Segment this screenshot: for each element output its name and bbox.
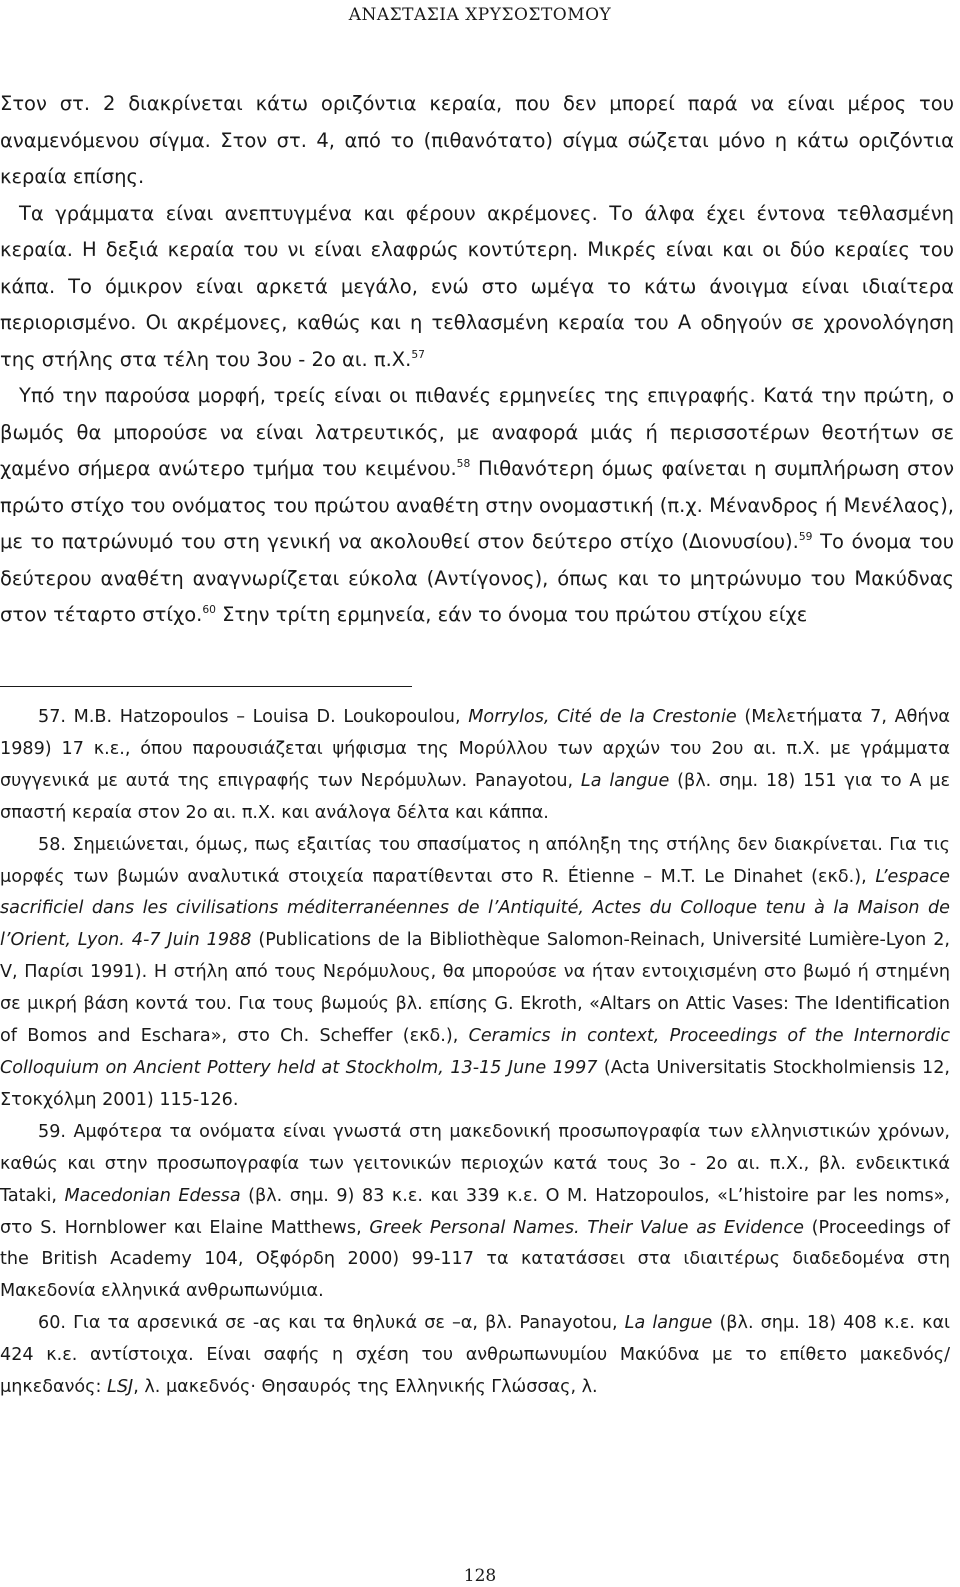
paragraph (0, 378, 954, 634)
paragraph-text: Τα γράμματα είναι ανεπτυγμένα και φέρουν ακρέμονες. Το άλφα έχει έντονα τεθλασμένη κεραία. Η δεξιά κεραία του νι είναι ελαφρώς κοντύτερη. Μικρές είναι και οι δύο κεραίες του κάπα. Το όμικρον είναι αρκετά μεγάλο, ενώ στο ωμέγα το κάτω άνοιγμα είναι ιδιαίτερα περιορισμένο. Οι ακρέμονες, καθώς και η τεθλασμένη κεραία του Α οδηγούν σε χρονολόγηση της στήλης στα τέλη του 3ου - 2ο αι. π.Χ. (0, 201, 954, 371)
paragraph (0, 196, 954, 379)
footnote-text: 59. Αμφότερα τα ονόματα είναι γνωστά στη μακεδονική προσωπογραφία των ελληνιστικών χρόνων, καθώς και στην προσωπογραφία των γειτονικών περιοχών κατά τους 3ο - 2ο αι. π.Χ., βλ. ενδεικτικά Tataki, (0, 1121, 950, 1206)
footnote-title: Morrylos, Cité de la Crestonie (468, 707, 737, 727)
footnote-title: Greek Personal Names. Their Value as Evidence (369, 1217, 804, 1238)
footnote-text: (Publications de la Bibliothèque Salomon-Reinach, Université Lumière-Lyon 2, V, Παρίσι 1991). Η στήλη από τους Νερόμυλους, θα μπορούσε να ήταν εντοιχισμένη στο βωμό ή στημένη σε μικρή βάση κοντά του. Για τους βωμούς βλ. επίσης G. Ekroth, «Altars on Attic Vases: The Identification of Bomos and Eschara», στο Ch. Scheffer (εκδ.), (0, 930, 950, 1047)
paragraph-text: Πιθανότερη όμως φαίνεται η συμπλήρωση στον πρώτο στίχο του ονόματος του πρώτου αναθέτη στην ονομαστική (π.χ. Μένανδρος ή Μενέλαος), με το πατρώνυμό του στη γενική να ακολουθεί στον δεύτερο στίχο (Διονυσίου). (0, 457, 954, 553)
footnote-60 (0, 1308, 950, 1404)
footnotes (0, 702, 950, 1404)
footnote-title: La langue (580, 770, 670, 791)
footnote-text: (Μελετήματα 7, Αθήνα 1989) 17 κ.ε., όπου παρουσιάζεται ψήφισμα της Μορύλλου των αρχών του 2ου αι. π.Χ. με γράμματα συγγενικά με αυτά της επιγραφής των Νερόμυλων. Panayotou, (0, 707, 951, 791)
footnote-text: (βλ. σημ. 9) 83 κ.ε. και 339 κ.ε. Ο M. Hatzopoulos, «L’histoire par les noms», στο S. Hornblower και Elaine Matthews, (0, 1185, 950, 1238)
main-text (0, 86, 954, 634)
footnote-text: , λ. μακεδνός· Θησαυρός της Ελληνικής Γλώσσας, λ. (133, 1377, 598, 1398)
footnote-text: (βλ. σημ. 18) 408 κ.ε. και 424 κ.ε. αντίστοιχα. Είναι σαφής η σχέση του ανθρωπωνυμίου Μακύδνα με το επίθετο μακεδνός/ μηκεδανός: (0, 1313, 950, 1398)
paragraph-text: Το όνομα του δεύτερου αναθέτη αναγνωρίζεται εύκολα (Αντίγονος), όπως και το μητρώνυμο του Μακύδνας στον τέταρτο στίχο. (0, 530, 955, 626)
footnote-ref-59[interactable]: 59 (798, 529, 813, 543)
page-number: 128 (463, 1566, 497, 1586)
footnote-text: 60. Για τα αρσενικά σε -ας και τα θηλυκά σε –α, βλ. Panayotou, (38, 1313, 625, 1334)
footnote-title: LSJ (107, 1377, 134, 1398)
footnote-text: (βλ. σημ. 18) 151 για το Α με σπαστή κεραία στον 2ο αι. π.Χ. και ανάλογα δέλτα και κάππα. (0, 770, 950, 823)
footnote-separator (0, 686, 412, 687)
paragraph-text: Υπό την παρούσα μορφή, τρείς είναι οι πιθανές ερμηνείες της επιγραφής. Κατά την πρώτη, ο βωμός θα μπορούσε να είναι λατρευτικός, με αναφορά μιάς ή περισσοτέρων θεοτήτων σε χαμένο σήμερα ανώτερο τμήμα του κειμένου. (0, 384, 954, 480)
footnote-ref-60[interactable]: 60 (202, 602, 216, 616)
footnote-ref-57[interactable]: 57 (411, 347, 425, 361)
footnote-title: Ceramics in context, Proceedings of the Internordic Colloquium on Ancient Pottery held at Stockholm, 13-15 June 1997 (0, 1026, 950, 1078)
footnote-text: (Proceedings of the British Academy 104, Οξφόρδη 2000) 99-117 τα κατατάσσει στα ιδιαιτέρως διαδεδομένα στη Μακεδονία ελληνικά ανθρωπωνύμια. (0, 1217, 950, 1302)
footnote-59 (0, 1117, 950, 1308)
footnote-ref-58[interactable]: 58 (456, 456, 471, 470)
paragraph: Στον στ. 2 διακρίνεται κάτω οριζόντια κεραία, που δεν μπορεί παρά να είναι μέρος του αναμενόμενου σίγμα. Στον στ. 4, από το (πιθανότατο) σίγμα σώζεται μόνο η κάτω οριζόντια κεραία επίσης. (0, 92, 954, 188)
paragraph-text: Στην τρίτη ερμηνεία, εάν το όνομα του πρώτου στίχου είχε (215, 603, 808, 626)
footnote-title: La langue (624, 1313, 713, 1334)
footnote-title: Macedonian Edessa (64, 1185, 241, 1206)
footnote-58 (0, 830, 950, 1117)
running-header: ΑΝΑΣΤΑΣΙΑ ΧΡΥΣΟΣΤΟΜΟΥ (348, 5, 612, 25)
footnote-text: (Acta Universitatis Stockholmiensis 12, Στοκχόλμη 2001) 115-126. (0, 1057, 950, 1110)
footnote-57 (0, 702, 950, 830)
footnote-text: 57. M.B. Hatzopoulos – Louisa D. Loukopoulou, (38, 707, 469, 727)
footnote-title: L’espace sacrificiel dans les civilisations méditerranéennes de l’Antiquité, Actes du Colloque tenu à la Maison de l’Orient, Lyon. 4-7 Juin 1988 (0, 866, 950, 951)
footnote-text: 58. Σημειώνεται, όμως, πως εξαιτίας του σπασίματος η απόληξη της στήλης δεν διακρίνεται. Για τις μορφές των βωμών αναλυτικά στοιχεία παρατίθενται στο R. Étienne – M.T. Le Dinahet (εκδ.), (0, 834, 950, 887)
